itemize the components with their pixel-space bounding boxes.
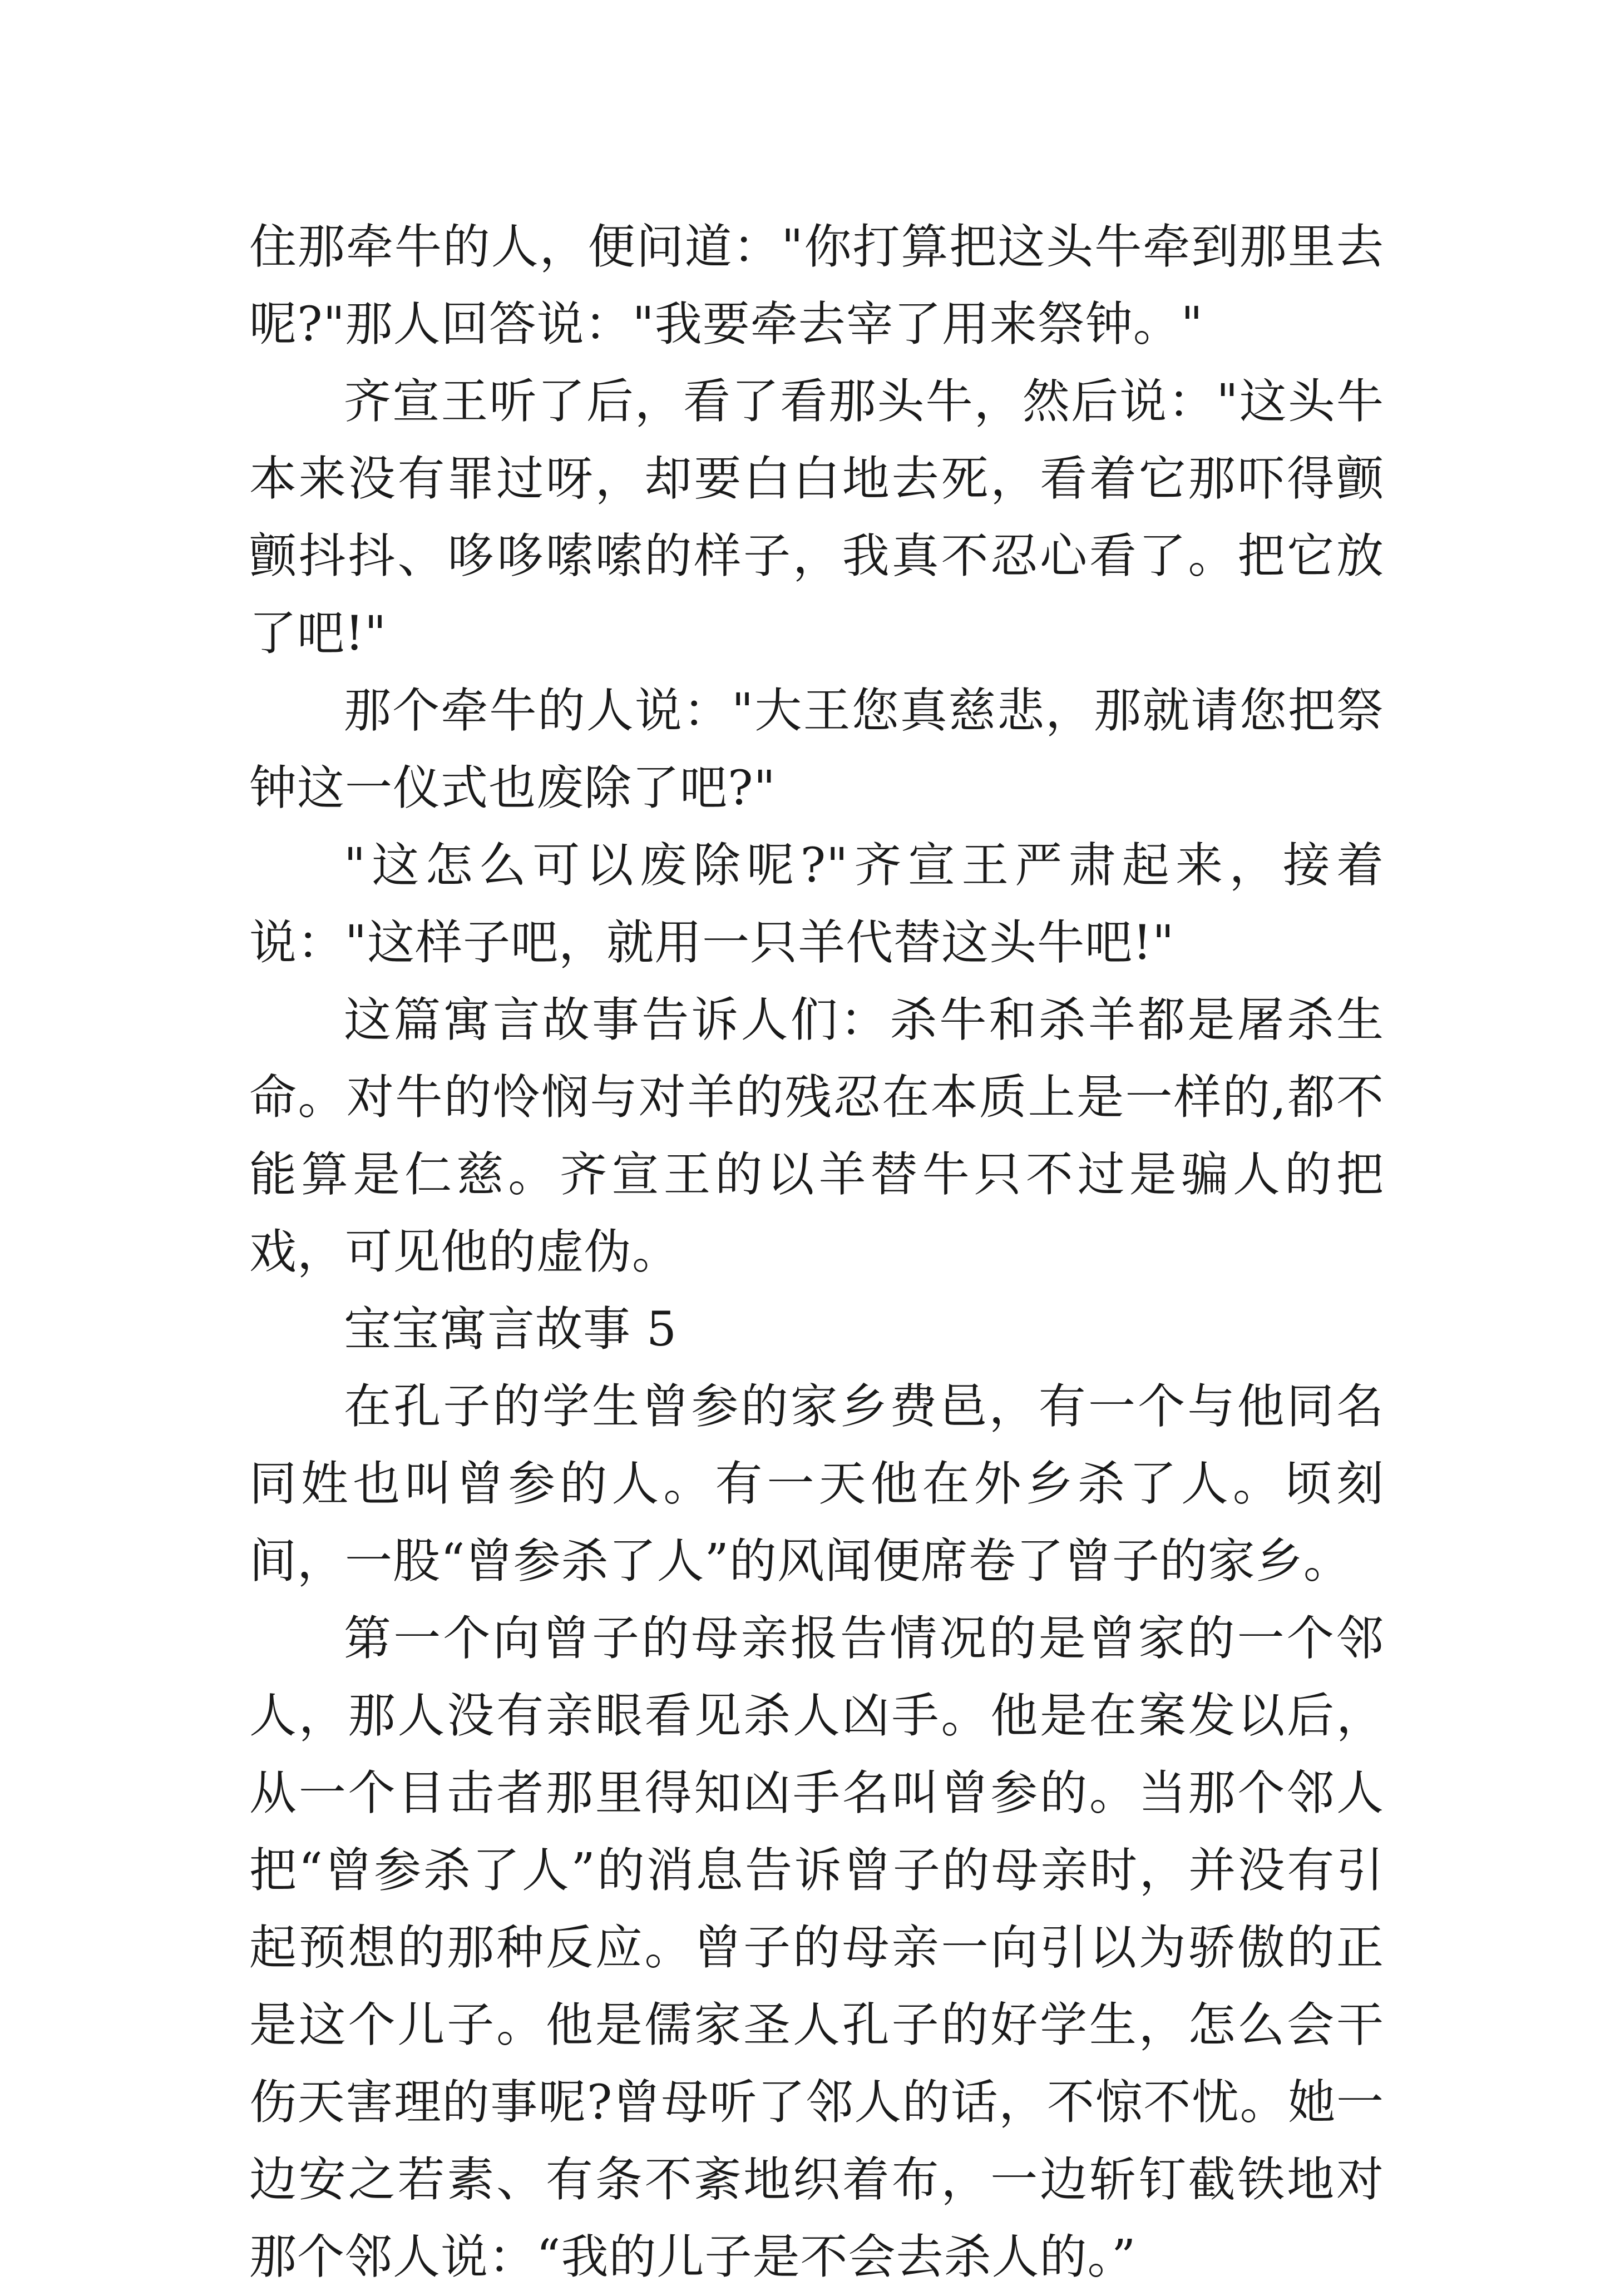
paragraph-7: 在孔子的学生曾参的家乡费邑，有一个与他同名同姓也叫曾参的人。有一天他在外乡杀了人。顷刻间，一股“曾参杀了人”的风闻便席卷了曾子的家乡。 — [249, 1379, 1384, 1589]
paragraph-2: 齐宣王听了后，看了看那头牛，然后说："这头牛本来没有罪过呀，却要白白地去死，看着它那吓得颤颤抖抖、哆哆嗦嗦的样子，我真不忍心看了。把它放了吧!" — [249, 374, 1384, 661]
paragraph-4: "这怎么可以废除呢?"齐宣王严肃起来，接着说："这样子吧，就用一只羊代替这头牛吧!" — [249, 838, 1384, 971]
paragraph-1: 住那牵牛的人，便问道："你打算把这头牛牵到那里去呢?"那人回答说："我要牵去宰了用来祭钟。" — [249, 220, 1384, 352]
paragraph-5: 这篇寓言故事告诉人们：杀牛和杀羊都是屠杀生命。对牛的怜悯与对羊的残忍在本质上是一样的,都不能算是仁慈。齐宣王的以羊替牛只不过是骗人的把戏，可见他的虚伪。 — [249, 993, 1384, 1280]
section-heading: 宝宝寓言故事 5 — [344, 1302, 678, 1357]
document-body — [249, 209, 1384, 2296]
paragraph-3: 那个牵牛的人说："大王您真慈悲，那就请您把祭钟这一仪式也废除了吧?" — [249, 684, 1384, 816]
paragraph-8: 第一个向曾子的母亲报告情况的是曾家的一个邻人，那人没有亲眼看见杀人凶手。他是在案发以后，从一个目击者那里得知凶手名叫曾参的。当那个邻人把“曾参杀了人”的消息告诉曾子的母亲时，并没有引起预想的那种反应。曾子的母亲一向引以为骄傲的正是这个儿子。他是儒家圣人孔子的好学生，怎么会干伤天害理的事呢?曾母听了邻人的话，不惊不忧。她一边安之若素、有条不紊地织着布，一边斩钉截铁地对那个邻人说：“我的儿子是不会去杀人的。” — [249, 1611, 1384, 2285]
